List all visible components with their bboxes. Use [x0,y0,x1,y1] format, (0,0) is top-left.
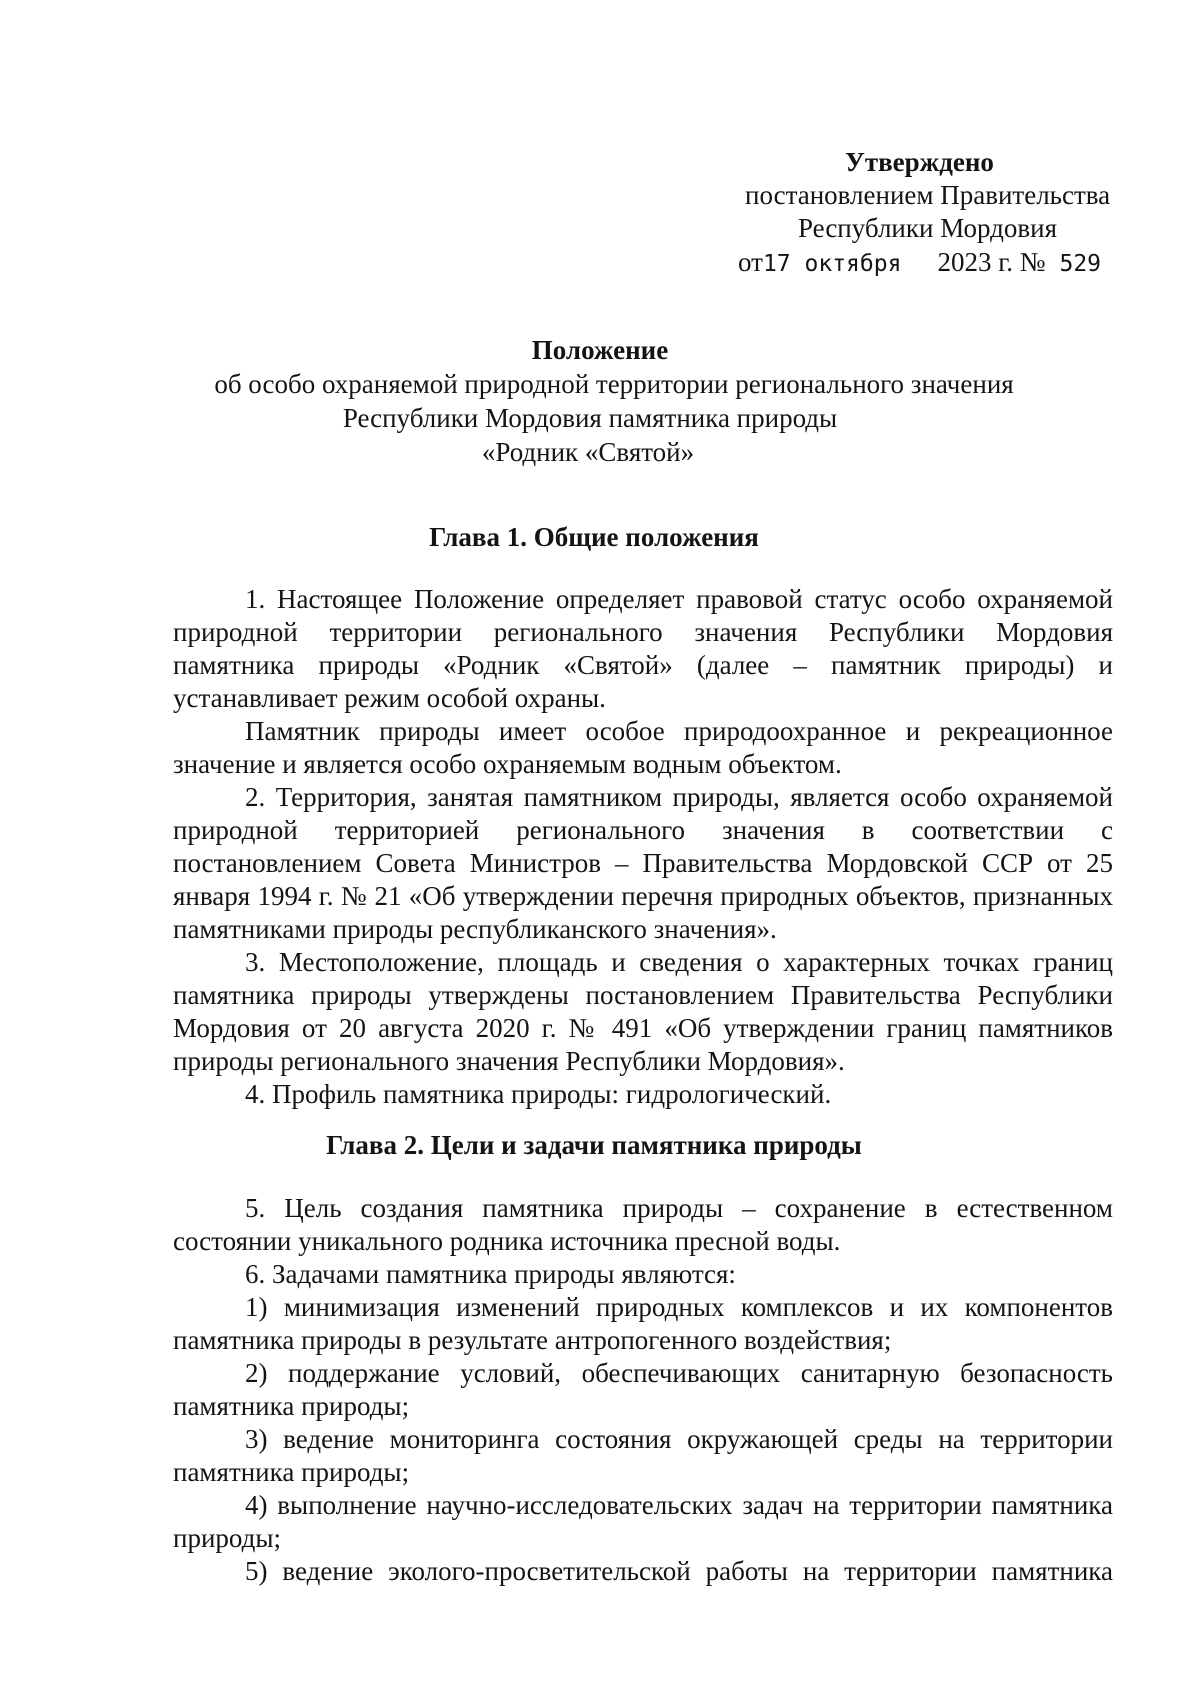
task-4: 4) выполнение научно-исследовательских задач на территории памятника природы; [173,1490,1113,1553]
approval-line-1: постановлением Правительства [745,180,1111,210]
approval-from-prefix: от [738,247,763,277]
paragraph-2: 2. Территория, занятая памятником природы, является особо охраняемой природной территорией регионального значения в соответствии с постановлением Совета Министров – Правительства Мордовской ССР от 25 января 1994 г. № 21 «Об утверждении перечня природных объектов, признанных памятниками природы республиканского значения». [173,782,1113,944]
paragraph-5: 5. Цель создания памятника природы – сохранение в естественном состоянии уникального родника источника пресной воды. [173,1193,1113,1256]
approval-title: Утверждено [845,147,994,177]
document-subtitle-line-3: «Родник «Святой» [481,437,695,467]
chapter-1-body [173,583,1113,1111]
approval-date-line [738,246,1101,281]
task-2: 2) поддержание условий, обеспечивающих санитарную безопасность памятника природы; [173,1358,1113,1421]
task-1: 1) минимизация изменений природных комплексов и их компонентов памятника природы в результате антропогенного воздействия; [173,1292,1113,1355]
paragraph-1-cont: Памятник природы имеет особое природоохранное и рекреационное значение и является особо охраняемым водным объектом. [173,716,1113,779]
document-subtitle-line-1: об особо охраняемой природной территории регионального значения [214,369,1014,399]
task-3: 3) ведение мониторинга состояния окружающей среды на территории памятника природы; [173,1424,1113,1487]
paragraph-4: 4. Профиль памятника природы: гидрологический. [245,1079,832,1109]
chapter-2-body [173,1192,1113,1588]
approval-year: 2023 г. № [937,247,1046,277]
chapter-1-title: Глава 1. Общие положения [429,522,759,552]
task-5: 5) ведение эколого-просветительской работы на территории памятника [245,1556,1113,1586]
chapter-2-title: Глава 2. Цели и задачи памятника природы [326,1130,862,1160]
document-title: Положение [531,335,669,365]
paragraph-3: 3. Местоположение, площадь и сведения о характерных точках границ памятника природы утверждены постановлением Правительства Республики Мордовия от 20 августа 2020 г. № 491 «Об утверждении границ памятников природы регионального значения Республики Мордовия». [173,947,1113,1076]
document-subtitle-line-2: Республики Мордовия памятника природы [342,403,838,433]
paragraph-1: 1. Настоящее Положение определяет правовой статус особо охраняемой природной территории регионального значения Республики Мордовия памятника природы «Родник «Святой» (далее – памятник природы) и устанавливает режим особой охраны. [173,584,1113,713]
approval-line-2: Республики Мордовия [798,213,1058,243]
approval-date: 17 октября [762,251,902,277]
approval-number: 529 [1059,251,1102,277]
paragraph-6: 6. Задачами памятника природы являются: [245,1259,736,1289]
